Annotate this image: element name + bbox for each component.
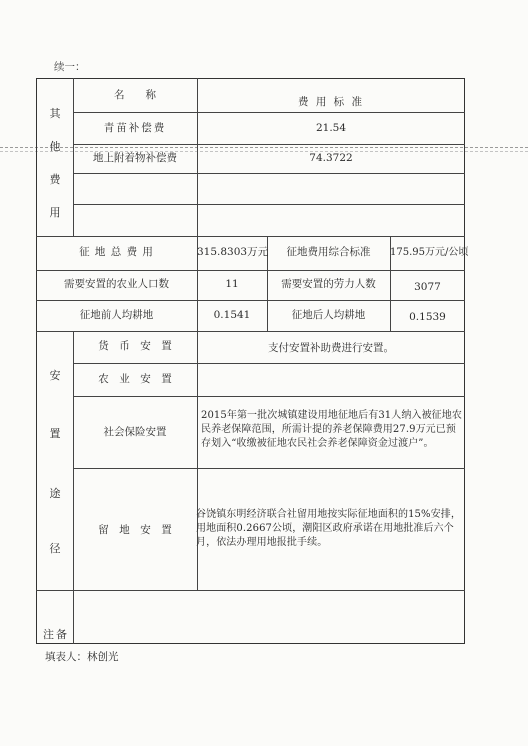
side-label-other: 他 <box>49 140 61 153</box>
farmland-before-label: 征地前人均耕地 <box>79 309 154 321</box>
divider <box>36 590 465 591</box>
form-filler: 填表人：林创光 <box>45 651 119 663</box>
divider <box>36 331 465 332</box>
labor-count-value: 3077 <box>414 281 441 293</box>
continued-marker: 续一： <box>54 61 86 73</box>
col-header-name: 名 称 <box>114 89 156 101</box>
divider <box>73 468 465 469</box>
farm-population-value: 11 <box>225 278 239 290</box>
total-fee-label: 征 地 总 费 用 <box>79 246 154 258</box>
farmland-after-value: 0.1539 <box>409 311 446 323</box>
side-label-resettle: 置 <box>49 427 61 440</box>
retained-land-label: 留 地 安 置 <box>98 524 172 536</box>
social-insurance-text: 2015年第一批次城镇建设用地征地后有31人纳入被征地农民养老保障范围，所需计提的养老保障费用27.9万元已预存划入“收缴被征地农民社会养老保障资金过渡户”。 <box>201 410 462 449</box>
divider <box>36 300 465 301</box>
fee-name: 地上附着物补偿费 <box>93 152 177 164</box>
divider <box>73 173 465 174</box>
side-label-other: 用 <box>49 206 61 219</box>
col-header-standard: 费 用 标 准 <box>297 96 364 108</box>
fee-value: 74.3722 <box>309 152 353 164</box>
divider <box>73 144 465 145</box>
divider <box>197 331 198 590</box>
side-label-resettle: 径 <box>49 542 61 555</box>
divider <box>73 396 465 397</box>
fee-name: 青苗补偿费 <box>103 122 167 134</box>
side-label-other: 费 <box>49 173 61 186</box>
labor-count-label: 需要安置的劳力人数 <box>281 278 376 290</box>
composite-standard-label: 征地费用综合标准 <box>286 246 371 258</box>
currency-resettle-text: 支付安置补助费进行安置。 <box>268 342 394 354</box>
divider <box>36 236 465 237</box>
divider <box>36 270 465 271</box>
side-label-resettle: 安 <box>49 369 61 382</box>
composite-standard-value: 175.95万元/公顷 <box>390 247 469 258</box>
divider <box>73 363 465 364</box>
divider <box>73 204 465 205</box>
farm-population-label: 需要安置的农业人口数 <box>64 278 169 290</box>
farmland-before-value: 0.1541 <box>213 309 251 321</box>
fee-value: 21.54 <box>315 122 347 134</box>
retained-land-text: 谷饶镇东明经济联合社留用地按实际征地面积的15%安排，用地面积0.2667公顷，潮阳区政府承诺在用地批准后六个月，依法办理用地报批手续。 <box>196 509 461 548</box>
agri-resettle-label: 农 业 安 置 <box>98 373 172 385</box>
social-insurance-label: 社会保险安置 <box>103 426 167 438</box>
farmland-after-label: 征地后人均耕地 <box>291 309 366 321</box>
divider <box>73 112 465 113</box>
currency-resettle-label: 货 币 安 置 <box>98 340 172 352</box>
side-label-other: 其 <box>49 107 61 120</box>
side-label-resettle: 途 <box>49 487 61 500</box>
total-fee-value: 315.8303万元 <box>197 246 269 258</box>
notes-label: 注备 <box>43 628 69 641</box>
